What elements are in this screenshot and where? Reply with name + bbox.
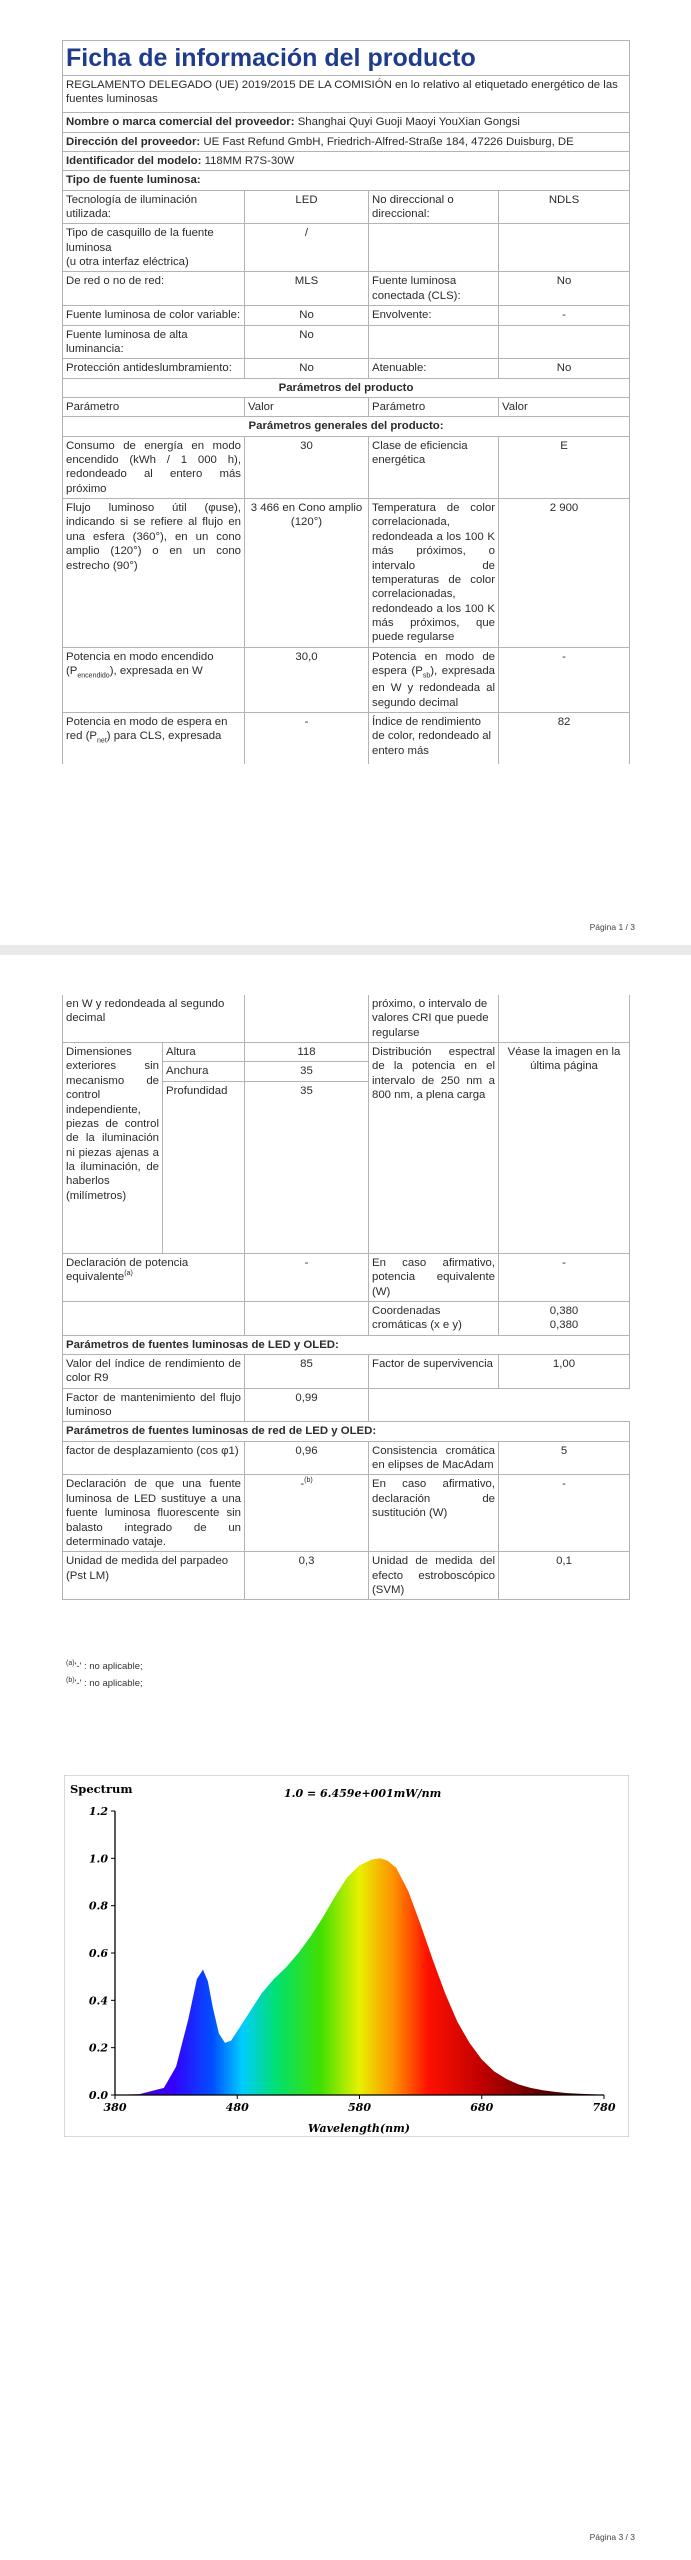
param-value: 85 (245, 1354, 369, 1388)
dimensions-label: Dimensiones exteriores sin mecanismo de control independiente, piezas de control de la iluminación ni piezas ajenas a la iluminación, de haberlos (milímetros) (63, 1043, 163, 1254)
table-row (63, 1043, 630, 1062)
table-row (63, 224, 630, 272)
param-value: 30,0 (245, 647, 369, 712)
y-tick-label: 0.6 (88, 1947, 108, 1960)
value-sup: (b) (304, 1477, 313, 1485)
type-value (499, 224, 630, 272)
type-value: LED (245, 190, 369, 224)
type-value: No (499, 272, 630, 306)
label-sub: net (97, 737, 107, 745)
source-type-header: Tipo de fuente luminosa: (63, 171, 630, 190)
table-row (63, 436, 630, 498)
supplier-name: Shanghai Quyi Guoji Maoyi YouXian Gongsi (297, 116, 520, 129)
supplier-address: UE Fast Refund GmbH, Friedrich-Alfred-Straße 184, 47226 Duisburg, DE (203, 135, 574, 148)
chroma-x: 0,380 (549, 1304, 579, 1317)
table-row (63, 1253, 630, 1301)
param-label: Factor de mantenimiento del flujo luminoso (63, 1388, 245, 1422)
height-label: Altura (163, 1043, 245, 1062)
type-label (369, 325, 499, 359)
col-value: Valor (245, 397, 369, 416)
y-tick-label: 1.0 (88, 1852, 108, 1866)
param-label-cont: próximo, o intervalo de valores CRI que puede regularse (369, 995, 499, 1043)
type-label: Envolvente: (369, 306, 499, 325)
y-tick-label: 0.0 (88, 2089, 108, 2102)
table-row (63, 1301, 630, 1335)
width-label: Anchura (163, 1062, 245, 1081)
footnote-a (66, 1660, 143, 1673)
y-tick-label: 0.4 (88, 1994, 108, 2008)
type-value: - (499, 306, 630, 325)
supplier-address-row (63, 132, 630, 151)
col-param: Parámetro (63, 397, 245, 416)
spectrum-chart (64, 1775, 629, 2137)
param-label: Consumo de energía en modo encendido (kWh / 1 000 h), redondeado al entero más próximo (63, 436, 245, 498)
product-params-header: Parámetros del producto (63, 378, 630, 397)
y-tick-label: 0.8 (88, 1899, 108, 1913)
type-label: De red o no de red: (63, 272, 245, 306)
table-row (63, 272, 630, 306)
label-sub: sb (422, 672, 431, 680)
param-label: factor de desplazamiento (cos φ1) (63, 1441, 245, 1475)
table-row (63, 190, 630, 224)
param-value: 0,1 (499, 1552, 630, 1600)
label-part: ), expresada en W y redondeada al segundo decimal (372, 665, 495, 709)
table-row (63, 712, 630, 764)
chart-annotation: 1.0 = 6.459e+001mW/nm (284, 1787, 442, 1800)
type-label (369, 224, 499, 272)
param-value: 3 466 en Cono amplio (120°) (245, 499, 369, 648)
page-number: Página 1 / 3 (589, 922, 635, 932)
led-params-header: Parámetros de fuentes luminosas de LED y OLED: (63, 1335, 630, 1354)
type-label: Fuente luminosa de alta luminancia: (63, 325, 245, 359)
table-row (63, 325, 630, 359)
param-label: Flujo luminoso útil (φuse), indicando si se refiere al flujo en una esfera (360°), en un cono amplio (120°) o en un cono estrecho (90°) (63, 499, 245, 648)
type-label: Tecnología de iluminación utilizada: (63, 190, 245, 224)
table-row (63, 306, 630, 325)
y-tick-label: 1.2 (88, 1805, 108, 1818)
param-value (499, 1301, 630, 1335)
param-label: Coordenadas cromáticas (x e y) (369, 1301, 499, 1335)
empty-cell (63, 1301, 245, 1335)
param-label: Temperatura de color correlacionada, redondeada a los 100 K más próximos, o intervalo de temperaturas de color correlacionadas, redondeado a los 100 K más próximos, que puede regularse (369, 499, 499, 648)
table-row (63, 1441, 630, 1475)
table-row (63, 359, 630, 378)
general-params-header: Parámetros generales del producto: (63, 417, 630, 436)
model-label: Identificador del modelo: (66, 154, 202, 167)
param-label: En caso afirmativo, declaración de sustitución (W) (369, 1475, 499, 1552)
table-row (63, 995, 630, 1043)
param-label (63, 1253, 245, 1301)
empty-cell (369, 1388, 630, 1422)
height-value: 118 (245, 1043, 369, 1062)
param-value: - (245, 1253, 369, 1301)
cap-type-note: (u otra interfaz eléctrica) (66, 256, 189, 269)
page-title: Ficha de información del producto (63, 41, 630, 76)
chroma-y: 0,380 (549, 1319, 579, 1332)
type-value (499, 325, 630, 359)
param-value: E (499, 436, 630, 498)
page-2 (0, 955, 691, 1845)
depth-label: Profundidad (163, 1081, 245, 1253)
type-label: Fuente luminosa conectada (CLS): (369, 272, 499, 306)
page-1 (0, 0, 691, 945)
param-label-cont: en W y redondeada al segundo decimal (63, 995, 245, 1043)
label-part: Potencia en modo de espera (P (372, 650, 495, 678)
type-value: No (245, 306, 369, 325)
cap-type-label: Tipo de casquillo de la fuente luminosa (66, 227, 214, 254)
param-value: 5 (499, 1441, 630, 1475)
col-param: Parámetro (369, 397, 499, 416)
param-value: - (499, 647, 630, 712)
x-tick-label: 680 (470, 2101, 494, 2114)
param-label: Consistencia cromática en elipses de MacAdam (369, 1441, 499, 1475)
param-value: - (499, 1253, 630, 1301)
type-value: / (245, 224, 369, 272)
param-label: Unidad de medida del parpadeo (Pst LM) (63, 1552, 245, 1600)
depth-value: 35 (245, 1081, 369, 1253)
column-header-row (63, 397, 630, 416)
param-value: 0,3 (245, 1552, 369, 1600)
table-row (63, 1388, 630, 1422)
spectral-label: Distribución espectral de la potencia en el intervalo de 250 nm a 800 nm, a plena carga (369, 1043, 499, 1254)
param-value: 0,99 (245, 1388, 369, 1422)
param-label (369, 647, 499, 712)
model-row (63, 151, 630, 170)
label-sub: encendido (77, 672, 110, 680)
spectral-value: Véase la imagen en la última página (499, 1043, 630, 1254)
spectrum-chart-svg (64, 1775, 629, 2137)
type-value: No (499, 359, 630, 378)
param-value: 0,96 (245, 1441, 369, 1475)
value-part: - (300, 1478, 305, 1491)
param-label: En caso afirmativo, potencia equivalente (W) (369, 1253, 499, 1301)
param-value: 2 900 (499, 499, 630, 648)
x-tick-label: 380 (103, 2101, 127, 2114)
param-value (245, 1475, 369, 1552)
x-tick-label: 580 (348, 2101, 371, 2114)
type-label: Protección antideslumbramiento: (63, 359, 245, 378)
label-part: Declaración de potencia equivalente (66, 1256, 189, 1284)
model-id: 118MM R7S-30W (204, 154, 295, 167)
param-value: 30 (245, 436, 369, 498)
label-part: ) para CLS, expresada (106, 730, 222, 743)
footnote-mark: (a) (66, 1660, 75, 1667)
param-label: Valor del índice de rendimiento de color R9 (63, 1354, 245, 1388)
label-sup: (a) (124, 1270, 133, 1278)
param-label: Clase de eficiencia energética (369, 436, 499, 498)
y-tick-label: 0.2 (88, 2041, 108, 2055)
param-label (63, 712, 245, 764)
regulation-text: REGLAMENTO DELEGADO (UE) 2019/2015 DE LA COMISIÓN en lo relativo al etiquetado energético de las fuentes luminosas (63, 75, 630, 113)
x-tick-label: 780 (592, 2101, 616, 2114)
product-info-table-cont (62, 995, 630, 1600)
x-tick-label: 480 (225, 2101, 249, 2114)
supplier-address-label: Dirección del proveedor: (66, 135, 201, 148)
empty-cell (499, 995, 630, 1043)
width-value: 35 (245, 1062, 369, 1081)
supplier-name-label: Nombre o marca comercial del proveedor: (66, 116, 295, 129)
x-axis-label: Wavelength(nm) (308, 2122, 410, 2135)
footnote-mark: (b) (66, 1677, 75, 1684)
type-value: MLS (245, 272, 369, 306)
type-label: Atenuable: (369, 359, 499, 378)
footnote-text: '-' : no aplicable; (74, 1678, 143, 1690)
type-label: Fuente luminosa de color variable: (63, 306, 245, 325)
table-row (63, 499, 630, 648)
param-value: - (499, 1475, 630, 1552)
type-value: NDLS (499, 190, 630, 224)
product-info-table (62, 40, 630, 764)
param-label: Factor de supervivencia (369, 1354, 499, 1388)
param-label: Índice de rendimiento de color, redondeado al entero más (369, 712, 499, 764)
param-value: 1,00 (499, 1354, 630, 1388)
label-part: Potencia en modo de espera en red (P (66, 715, 228, 743)
param-value: - (245, 712, 369, 764)
param-label: Unidad de medida del efecto estroboscópico (SVM) (369, 1552, 499, 1600)
table-row (63, 647, 630, 712)
type-value: No (245, 325, 369, 359)
footnote-text: '-' : no aplicable; (74, 1661, 143, 1673)
param-label (63, 647, 245, 712)
col-value: Valor (499, 397, 630, 416)
supplier-name-row (63, 113, 630, 132)
table-row (63, 1354, 630, 1388)
label-part: ), expresada en W (109, 665, 203, 678)
footnote-b (66, 1677, 143, 1690)
empty-cell (245, 1301, 369, 1335)
page-number: Página 3 / 3 (589, 2532, 635, 2542)
mains-led-params-header: Parámetros de fuentes luminosas de red de LED y OLED: (63, 1422, 630, 1441)
type-label (63, 224, 245, 272)
type-label: No direccional o direccional: (369, 190, 499, 224)
empty-cell (245, 995, 369, 1043)
param-label: Declaración de que una fuente luminosa de LED sustituye a una fuente luminosa fluorescente sin balasto integrado de un determinado vataje. (63, 1475, 245, 1552)
type-value: No (245, 359, 369, 378)
label-part: Potencia en modo encendido (P (66, 650, 214, 678)
param-value: 82 (499, 712, 630, 764)
table-row (63, 1475, 630, 1552)
table-row (63, 1552, 630, 1600)
chart-title: Spectrum (70, 1782, 133, 1796)
